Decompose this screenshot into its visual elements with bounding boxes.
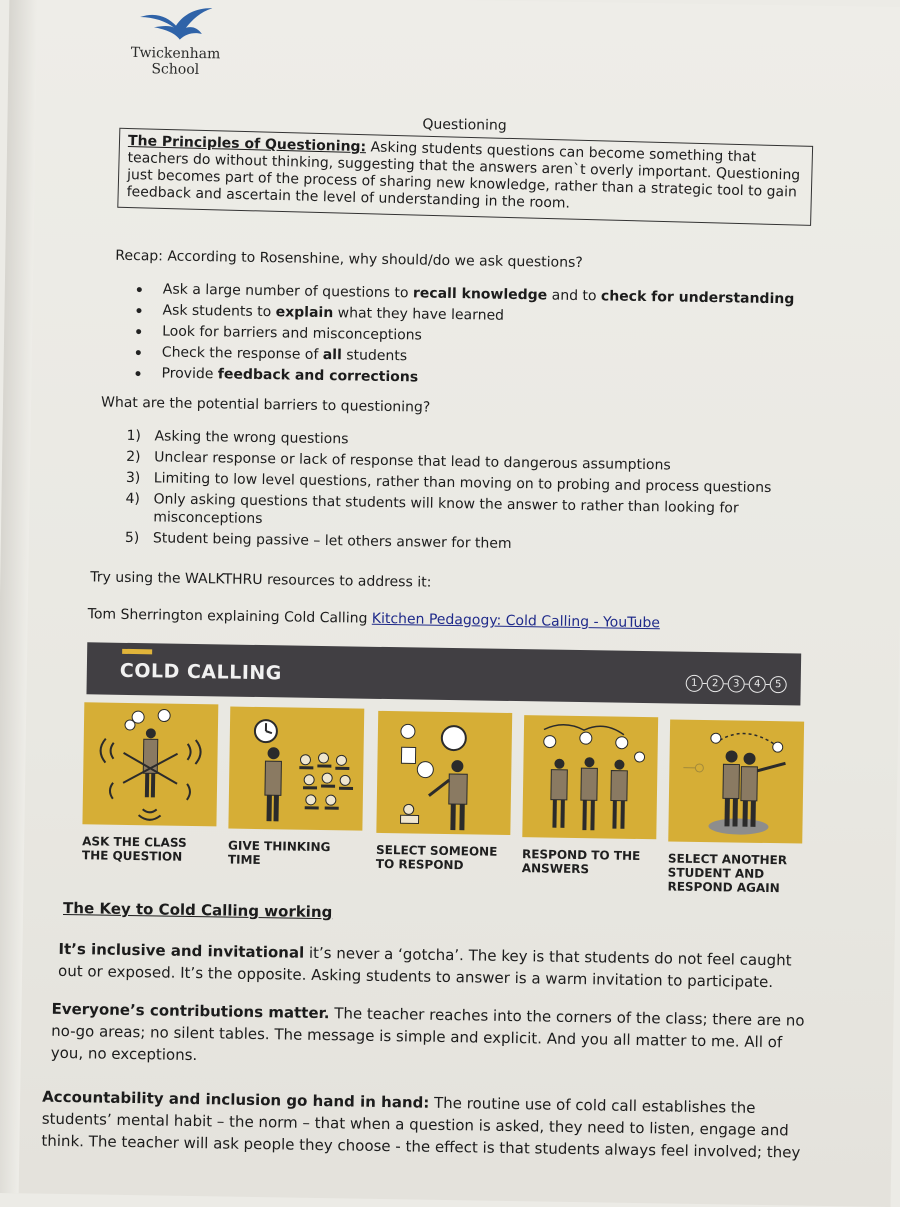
principles-box: [117, 128, 813, 226]
banner-accent: [122, 649, 152, 654]
key-heading: The Key to Cold Calling working: [63, 899, 332, 921]
panel-caption: GIVE THINKING TIME: [228, 839, 362, 869]
barriers-question: What are the potential barriers to questioning?: [101, 394, 430, 415]
panel-respond-answers: [522, 715, 658, 877]
school-name-line2: School: [120, 61, 230, 79]
banner-title: COLD CALLING: [120, 660, 282, 685]
clock-thinking-icon: [228, 707, 364, 831]
barriers-list: [125, 427, 787, 560]
youtube-link[interactable]: Kitchen Pedagogy: Cold Calling - YouTube: [372, 611, 660, 632]
principles-body: Asking students questions can become something that teachers do without thinking, suggesting that the answers aren`t overly important. Questioning just becomes part of the process of sharing new knowledge, rather than a strategic tool to gain feedback and ascertain the level of understanding in the room.: [126, 139, 800, 211]
paragraph-accountability: Accountability and inclusion go hand in hand: The routine use of cold call establishes the students’ mental habit – the norm – that when a question is asked, they need to listen, engage and think. The teacher will ask people they choose - the effect is that students always feel involved; they: [41, 1086, 812, 1164]
list-item: 4) Only asking questions that students will know the answer to rather than looking for misconceptions: [125, 490, 785, 536]
select-another-icon: [668, 719, 804, 843]
paragraph-inclusive: It’s inclusive and invitational it’s never a ‘gotcha’. The key is that students do not feel caught out or exposed. It’s the opposite. Asking students to answer is a warm invitation to participate.: [58, 938, 819, 994]
list-item: 5) Student being passive – let others answer for them: [125, 529, 785, 557]
walkthru-prompt: Try using the WALKTHRU resources to address it:: [90, 569, 431, 590]
school-name-line1: Twickenham: [120, 45, 230, 63]
principles-heading: The Principles of Questioning:: [128, 133, 367, 155]
walkthru-panels: [81, 702, 804, 903]
select-student-icon: [376, 711, 512, 835]
panel-ask-class: [82, 702, 218, 864]
list-item: Provide feedback and corrections: [131, 363, 793, 394]
step-2: 2: [707, 675, 724, 692]
list-item: Check the response of all students: [132, 342, 794, 373]
panel-thinking-time: [228, 707, 364, 869]
panel-caption: RESPOND TO THE ANSWERS: [522, 847, 656, 877]
page-edge-shadow: [0, 0, 37, 1193]
cold-calling-banner: [86, 642, 801, 705]
step-indicators: [686, 675, 787, 694]
school-logo: [120, 3, 231, 79]
list-item: 1) Asking the wrong questions: [126, 427, 786, 455]
panel-caption: ASK THE CLASS THE QUESTION: [82, 834, 216, 864]
panel-caption: SELECT ANOTHER STUDENT AND RESPOND AGAIN: [667, 851, 802, 895]
paragraph-contributions: Everyone’s contributions matter. The teacher reaches into the corners of the class; there are no no-go areas; no silent tables. The message is simple and explicit. And you all matter to me. All of you, no exceptions.: [51, 998, 812, 1076]
video-reference: [88, 606, 660, 631]
panel-select-someone: [376, 711, 512, 873]
step-1: 1: [686, 675, 703, 692]
list-item: Ask students to explain what they have learned: [132, 300, 794, 331]
step-5: 5: [770, 676, 787, 693]
list-item: 3) Limiting to low level questions, rather than moving on to probing and process questions: [126, 469, 786, 497]
list-item: 2) Unclear response or lack of response that lead to dangerous assumptions: [126, 448, 786, 476]
recap-question: Recap: According to Rosenshine, why should/do we ask questions?: [115, 248, 583, 271]
step-4: 4: [749, 676, 766, 693]
rosenshine-bullets: [131, 279, 794, 394]
document-title: Questioning: [422, 117, 507, 134]
students-answer-icon: [522, 715, 658, 839]
video-reference-text: Tom Sherrington explaining Cold Calling: [88, 606, 372, 626]
panel-select-another: [667, 719, 804, 895]
step-3: 3: [728, 675, 745, 692]
swallow-logo-icon: [136, 3, 217, 46]
list-item: Ask a large number of questions to recall knowledge and to check for understanding: [133, 279, 795, 310]
list-item: Look for barriers and misconceptions: [132, 321, 794, 352]
teacher-broadcast-icon: [82, 702, 218, 826]
panel-caption: SELECT SOMEONE TO RESPOND: [376, 843, 510, 873]
